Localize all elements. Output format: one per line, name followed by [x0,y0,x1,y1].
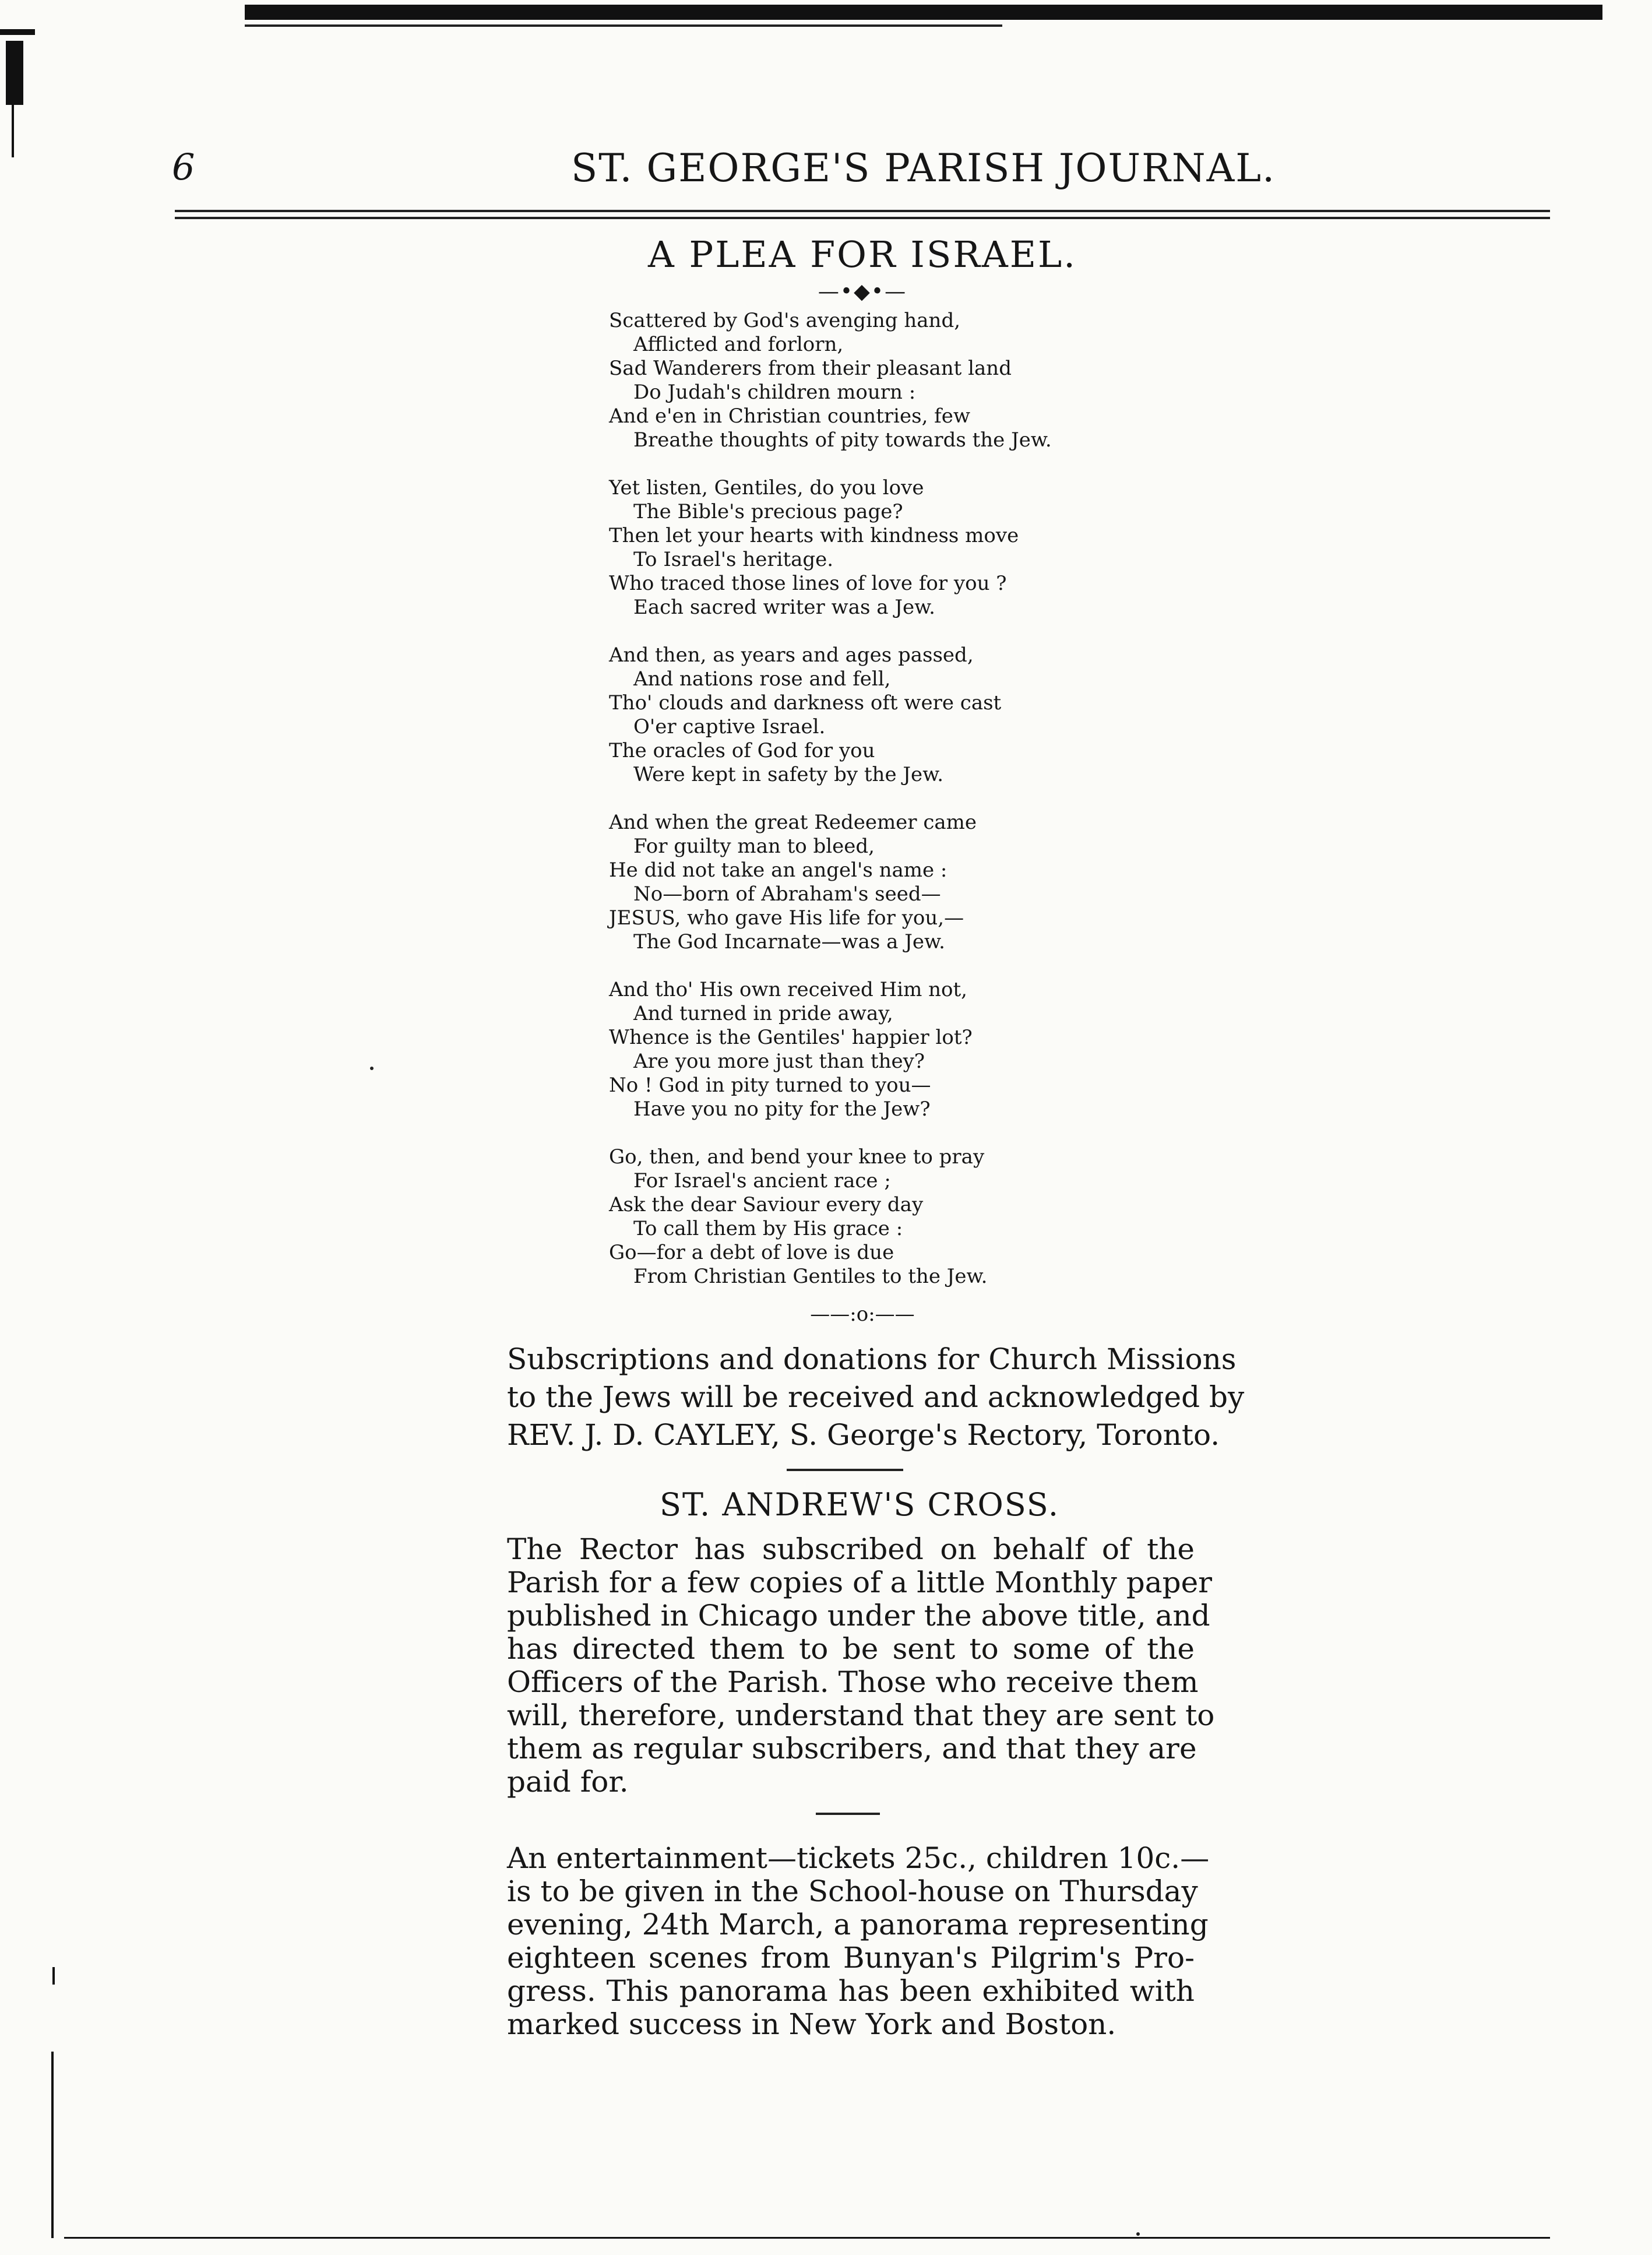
ink-speck [370,1067,374,1070]
poem-line: Go—for a debt of love is due [609,1241,894,1264]
poem-body [609,309,1192,1313]
text-line: Officers of the Parish. Those who receive them [507,1665,1199,1699]
poem-stanza [609,643,1192,787]
poem-line: O'er captive Israel. [633,715,826,738]
margin-mark [64,2237,1550,2239]
poem-line: Do Judah's children mourn : [633,381,916,404]
poem-line: Scattered by God's avenging hand, [609,309,961,332]
text-line: gress. This panorama has been exhibited with [507,1974,1195,2008]
text-line: Subscriptions and donations for Church Missions [507,1342,1237,1376]
text-line: Parish for a few copies of a little Monthly paper [507,1566,1213,1599]
poem-line: Sad Wanderers from their pleasant land [609,357,1012,380]
text-line: paid for. [507,1765,629,1799]
text-line: An entertainment—tickets 25c., children 10c.— [507,1841,1210,1875]
title-ornament: —•◆•— [818,280,907,304]
margin-mark [12,105,14,157]
poem-line: No—born of Abraham's seed— [633,882,941,906]
poem-line: And tho' His own received Him not, [609,978,967,1001]
text-line: The Rector has subscribed on behalf of the [507,1532,1195,1566]
text-line: is to be given in the School-house on Thursday [507,1874,1198,1908]
section-rule [787,1469,903,1471]
text-line: evening, 24th March, a panorama representing [507,1908,1209,1941]
poem-line: For guilty man to bleed, [633,835,875,858]
poem-line: Who traced those lines of love for you ? [609,572,1007,595]
poem-line: And then, as years and ages passed, [609,643,974,667]
poem-line: From Christian Gentiles to the Jew. [633,1265,988,1288]
poem-line: And e'en in Christian countries, few [609,404,970,428]
margin-mark [51,2052,54,2238]
text-line: eighteen scenes from Bunyan's Pilgrim's Pro- [507,1941,1195,1975]
margin-mark [52,1967,55,1985]
margin-mark [6,41,23,105]
poem-stanza [609,1145,1192,1289]
poem-line: To Israel's heritage. [633,548,834,571]
poem-stanza [609,309,1192,452]
missions-notice [507,1341,1245,1454]
poem-line: JESUS, who gave His life for you,— [609,906,964,930]
poem-line: Each sacred writer was a Jew. [633,596,935,619]
st-andrews-cross-title: ST. ANDREW'S CROSS. [659,1486,1060,1523]
poem-line: For Israel's ancient race ; [633,1169,891,1192]
poem-stanza [609,978,1192,1121]
margin-mark [0,29,35,35]
poem-line: No ! God in pity turned to you— [609,1074,931,1097]
text-line: them as regular subscribers, and that they are [507,1732,1197,1765]
poem-line: And nations rose and fell, [633,667,891,691]
text-line: REV. J. D. CAYLEY, S. George's Rectory, Toronto. [507,1418,1220,1452]
poem-line: Ask the dear Saviour every day [609,1193,924,1216]
ink-speck [1136,2232,1140,2236]
poem-line: Were kept in safety by the Jew. [633,763,944,786]
poem-line: The God Incarnate—was a Jew. [633,930,945,954]
poem-stanza [609,811,1192,954]
poem-line: The oracles of God for you [609,739,875,762]
poem-line: And when the great Redeemer came [609,811,977,834]
running-title: ST. GEORGE'S PARISH JOURNAL. [571,146,1276,191]
text-line: to the Jews will be received and acknowledged by [507,1380,1245,1414]
poem-line: Whence is the Gentiles' happier lot? [609,1026,973,1049]
top-heavy-rule [245,5,1602,20]
page-number: 6 [172,146,195,188]
section-rule [816,1813,880,1815]
poem-line: Breathe thoughts of pity towards the Jew. [633,428,1052,452]
entertainment-notice [507,1841,1210,2041]
poem-end-mark: ——:o:—— [810,1303,915,1326]
poem-line: He did not take an angel's name : [609,859,947,882]
poem-line: Afflicted and forlorn, [633,333,844,356]
text-line: marked success in New York and Boston. [507,2007,1116,2041]
poem-line: Yet listen, Gentiles, do you love [609,476,924,499]
text-line: published in Chicago under the above title, and [507,1599,1210,1633]
top-thin-rule [245,24,1002,27]
poem-line: And turned in pride away, [633,1002,893,1025]
poem-line: Go, then, and bend your knee to pray [609,1145,985,1169]
poem-line: The Bible's precious page? [633,500,903,523]
poem-title: A PLEA FOR ISRAEL. [648,233,1077,276]
poem-line: Tho' clouds and darkness oft were cast [609,691,1002,715]
poem-line: To call them by His grace : [633,1217,903,1240]
st-andrews-cross-body [507,1532,1215,1799]
poem-line: Have you no pity for the Jew? [633,1097,931,1121]
text-line: has directed them to be sent to some of the [507,1632,1195,1666]
poem-stanza [609,476,1192,620]
text-line: will, therefore, understand that they are sent to [507,1698,1215,1732]
poem-line: Then let your hearts with kindness move [609,524,1019,547]
header-rule-upper [175,210,1550,212]
header-rule-lower [175,217,1550,219]
poem-line: Are you more just than they? [633,1050,925,1073]
